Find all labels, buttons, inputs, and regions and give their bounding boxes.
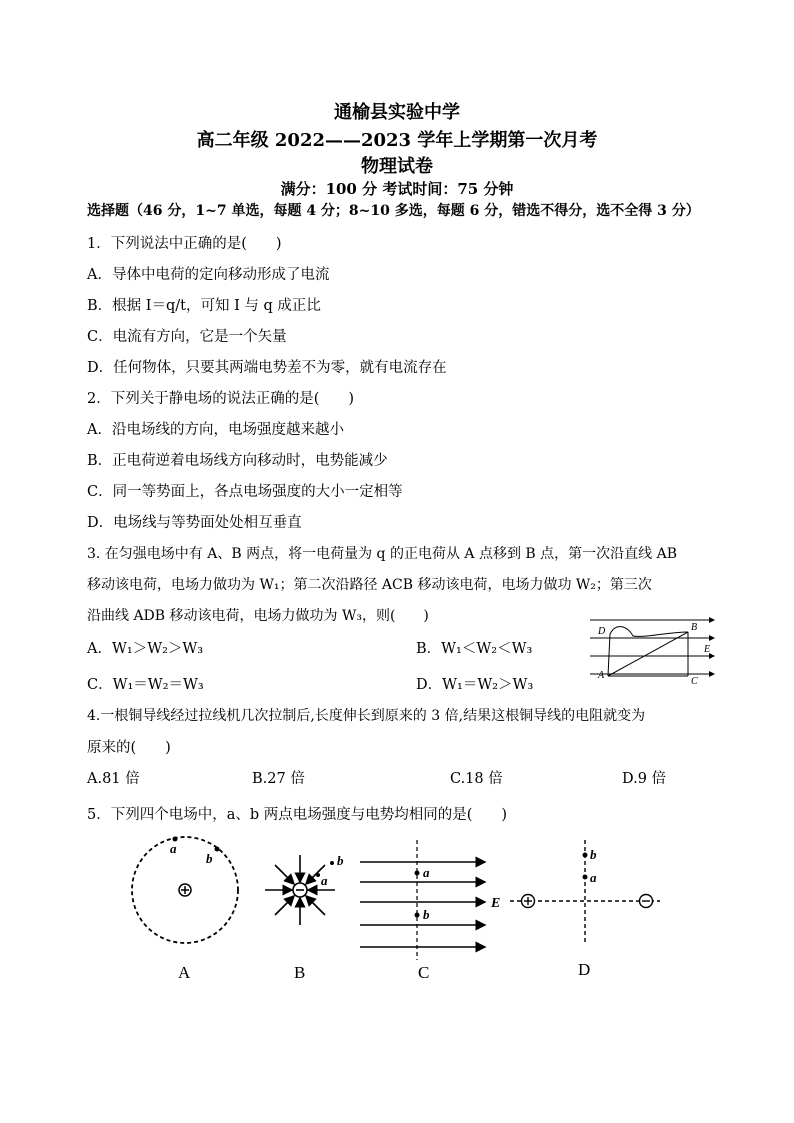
label-b: B — [691, 622, 698, 633]
q1-stem: 1．下列说法中正确的是( ) — [87, 236, 282, 252]
caption-c: C — [418, 963, 430, 982]
q3-option-d: D．W₁＝W₂＞W₃ — [416, 677, 534, 693]
point-a-label: a — [590, 870, 597, 885]
q3-uniform-field-figure — [588, 612, 718, 690]
q4-stem-line-1: 4.一根铜导线经过拉线机几次拉制后,长度伸长到原来的 3 倍,结果这根铜导线的电阻就变为 — [87, 708, 646, 724]
label-e: E — [704, 644, 711, 655]
q4-option-b: B.27 倍 — [252, 771, 305, 787]
caption-b: B — [294, 963, 306, 982]
q1-option-c: C．电流有方向，它是一个矢量 — [87, 329, 287, 345]
label-a: A — [598, 670, 605, 681]
caption-d: D — [578, 960, 591, 979]
field-diagram-b — [265, 855, 335, 925]
q3-option-c: C．W₁＝W₂＝W₃ — [87, 677, 204, 693]
point-b-label: b — [206, 851, 213, 866]
q5-electric-fields-figure — [120, 835, 680, 985]
q3-option-b: B．W₁＜W₂＜W₃ — [416, 641, 533, 657]
q3-stem-line-3: 沿曲线 ADB 移动该电荷，电场力做功为 W₃，则( ) — [87, 608, 429, 624]
field-diagram-d — [510, 840, 660, 945]
caption-a: A — [178, 963, 191, 982]
q3-stem-line-1: 3. 在匀强电场中有 A、B 两点，将一电荷量为 q 的正电荷从 A 点移到 B 点，第一次沿直线 AB — [87, 546, 678, 562]
subject-title: 物理试卷 — [361, 156, 433, 177]
field-diagram-c — [360, 840, 485, 960]
point-a-label: a — [423, 865, 430, 880]
q1-option-b: B．根据 I＝q/t，可知 I 与 q 成正比 — [87, 298, 321, 314]
q2-option-a: A．沿电场线的方向，电场强度越来越小 — [87, 422, 344, 438]
point-a-label: a — [321, 873, 328, 888]
path-adb — [608, 627, 688, 676]
q4-option-d: D.9 倍 — [622, 771, 667, 787]
q4-option-a: A.81 倍 — [87, 771, 140, 787]
q3-option-a: A．W₁＞W₂＞W₃ — [87, 641, 204, 657]
label-c: C — [691, 676, 698, 687]
q5-stem: 5．下列四个电场中，a、b 两点电场强度与电势均相同的是( ) — [87, 807, 508, 823]
q1-option-d: D．任何物体，只要其两端电势差不为零，就有电流存在 — [87, 360, 447, 376]
q2-option-c: C．同一等势面上，各点电场强度的大小一定相等 — [87, 484, 403, 500]
section-note: 选择题（46 分，1~7 单选，每题 4 分；8~10 多选，每题 6 分，错选不得分，选不全得 3 分） — [87, 203, 700, 219]
q2-option-b: B．正电荷逆着电场线方向移动时，电势能减少 — [87, 453, 388, 469]
school-name: 通榆县实验中学 — [334, 102, 460, 123]
score-time-line: 满分：100 分 考试时间：75 分钟 — [280, 180, 514, 198]
q3-stem-line-2: 移动该电荷，电场力做功为 W₁；第二次沿路径 ACB 移动该电荷，电场力做功 W₂；第三次 — [87, 577, 652, 593]
q4-stem-line-2: 原来的( ) — [87, 740, 171, 756]
field-diagram-a — [132, 837, 238, 944]
q2-stem: 2．下列关于静电场的说法正确的是( ) — [87, 391, 355, 407]
path-ab — [608, 632, 688, 676]
q2-option-d: D．电场线与等势面处处相互垂直 — [87, 515, 302, 531]
point-b-label: b — [590, 847, 597, 862]
label-d: D — [598, 626, 606, 637]
q4-option-c: C.18 倍 — [450, 771, 503, 787]
point-b-label: b — [337, 853, 344, 868]
q1-option-a: A．导体中电荷的定向移动形成了电流 — [87, 267, 330, 283]
point-b-label: b — [423, 907, 430, 922]
exam-title: 高二年级 2022——2023 学年上学期第一次月考 — [196, 130, 598, 151]
point-a-label: a — [170, 841, 177, 856]
field-e-label: E — [491, 896, 501, 911]
